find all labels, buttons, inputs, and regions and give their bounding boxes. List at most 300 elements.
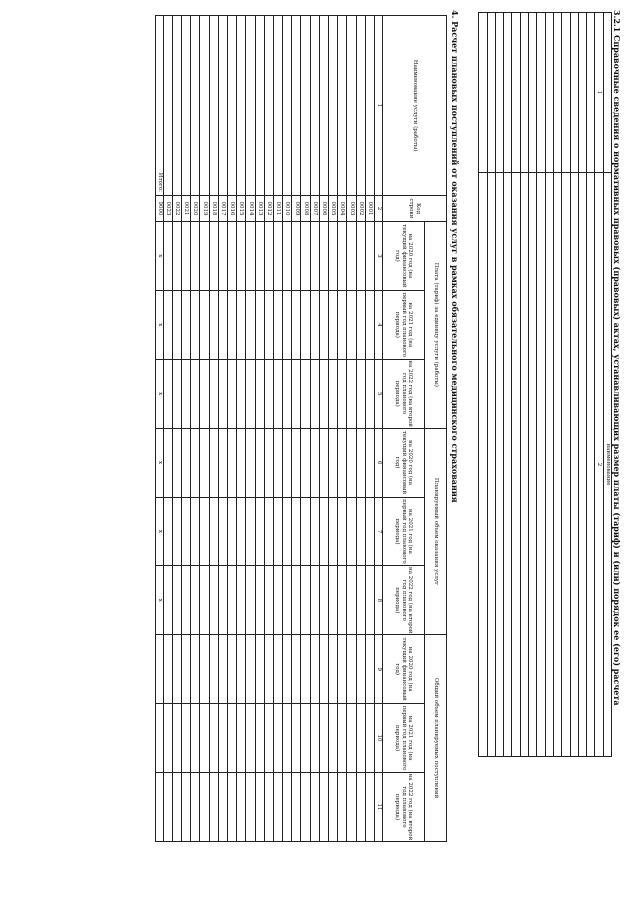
value-cell xyxy=(191,773,200,842)
value-cell xyxy=(182,635,191,704)
value-cell xyxy=(228,635,237,704)
service-name-cell xyxy=(172,16,181,196)
service-name-cell xyxy=(365,16,374,196)
value-cell xyxy=(200,497,209,566)
value-cell xyxy=(310,566,319,635)
value-cell xyxy=(283,428,292,497)
ref-row xyxy=(479,13,487,757)
value-cell xyxy=(319,497,328,566)
ref-cell xyxy=(520,173,528,757)
value-cell xyxy=(237,222,246,291)
service-name-cell xyxy=(163,16,172,196)
col-number: 4 xyxy=(375,290,383,359)
value-cell xyxy=(172,635,181,704)
value-cell xyxy=(292,704,301,773)
ref-row xyxy=(545,13,553,757)
value-cell xyxy=(228,566,237,635)
row-code-cell: 0014 xyxy=(246,196,255,222)
value-cell xyxy=(356,497,365,566)
value-cell xyxy=(264,222,273,291)
table-row xyxy=(329,16,338,842)
value-cell xyxy=(319,428,328,497)
year-col: на 2020 год (на текущий финансовый год) xyxy=(383,428,425,497)
value-cell xyxy=(273,497,282,566)
table-row xyxy=(228,16,237,842)
value-cell xyxy=(329,497,338,566)
value-cell xyxy=(273,428,282,497)
value-cell xyxy=(301,359,310,428)
service-name-cell xyxy=(218,16,227,196)
value-cell xyxy=(365,359,374,428)
value-cell xyxy=(310,428,319,497)
value-cell xyxy=(338,704,347,773)
ref-cell xyxy=(570,13,578,173)
row-code-cell: 0017 xyxy=(218,196,227,222)
service-name-cell xyxy=(329,16,338,196)
value-cell xyxy=(255,428,264,497)
table-row xyxy=(182,16,191,842)
value-cell xyxy=(246,222,255,291)
value-cell xyxy=(283,566,292,635)
value-cell xyxy=(200,290,209,359)
table-row xyxy=(319,16,328,842)
income-table-body xyxy=(163,16,374,842)
value-cell xyxy=(329,704,338,773)
header-row-groups xyxy=(425,16,447,842)
value-cell xyxy=(365,428,374,497)
section-title: 3.2.1 Справочные сведения о нормативных правовых (правовых) актах, устанавливающих размер платы (тариф) и (или) порядок ее (его) расчета xyxy=(612,10,622,706)
ref-header-blank xyxy=(603,13,611,173)
table-row xyxy=(292,16,301,842)
value-cell xyxy=(209,773,218,842)
total-row xyxy=(156,16,163,842)
value-cell xyxy=(172,566,181,635)
value-cell xyxy=(163,222,172,291)
value-cell xyxy=(237,497,246,566)
ref-row xyxy=(512,13,520,757)
value-cell xyxy=(365,497,374,566)
value-cell xyxy=(255,497,264,566)
table-row xyxy=(347,16,356,842)
value-cell xyxy=(283,497,292,566)
ref-cell xyxy=(570,173,578,757)
group-price: Плата (тариф) за единицу услуги (работы) xyxy=(425,222,447,429)
ref-cell xyxy=(545,173,553,757)
ref-cell xyxy=(495,13,503,173)
year-col: на 2020 год (на текущий финансовый год) xyxy=(383,635,425,704)
row-code-cell: 0015 xyxy=(237,196,246,222)
service-name-cell xyxy=(356,16,365,196)
table-row xyxy=(172,16,181,842)
value-cell xyxy=(310,359,319,428)
value-cell xyxy=(228,222,237,291)
ref-cell xyxy=(487,173,495,757)
value-cell xyxy=(347,635,356,704)
service-name-cell xyxy=(228,16,237,196)
ref-cell xyxy=(578,13,586,173)
value-cell xyxy=(292,222,301,291)
value-cell xyxy=(338,222,347,291)
col-number: 8 xyxy=(375,566,383,635)
ref-cell xyxy=(553,13,561,173)
value-cell xyxy=(365,222,374,291)
service-name-cell xyxy=(292,16,301,196)
value-cell xyxy=(301,290,310,359)
value-cell xyxy=(310,497,319,566)
value-cell xyxy=(365,566,374,635)
service-name-cell xyxy=(191,16,200,196)
col-service-name: Наименование услуги (работы) xyxy=(383,16,447,196)
ref-row xyxy=(587,13,595,757)
value-cell xyxy=(200,566,209,635)
table-row xyxy=(310,16,319,842)
row-code-cell: 0012 xyxy=(264,196,273,222)
ref-cell xyxy=(578,173,586,757)
value-cell xyxy=(163,635,172,704)
col-number: 11 xyxy=(375,773,383,842)
value-cell xyxy=(182,428,191,497)
value-cell xyxy=(292,359,301,428)
year-col: на 2022 год (на второй год планового периода) xyxy=(383,773,425,842)
value-cell xyxy=(310,635,319,704)
value-cell xyxy=(347,566,356,635)
ref-cell xyxy=(587,173,595,757)
value-cell xyxy=(218,704,227,773)
value-cell xyxy=(200,428,209,497)
ref-number-2: 2 xyxy=(595,173,603,757)
value-cell xyxy=(264,566,273,635)
table-row xyxy=(191,16,200,842)
value-cell xyxy=(172,704,181,773)
service-name-cell xyxy=(283,16,292,196)
value-cell xyxy=(301,428,310,497)
value-cell xyxy=(191,359,200,428)
ref-cell xyxy=(504,173,512,757)
value-cell xyxy=(292,635,301,704)
value-cell xyxy=(338,359,347,428)
value-cell xyxy=(228,428,237,497)
col-number: 10 xyxy=(375,704,383,773)
table-row xyxy=(273,16,282,842)
col-number: 6 xyxy=(375,428,383,497)
ref-row xyxy=(570,13,578,757)
value-cell xyxy=(255,566,264,635)
value-cell xyxy=(163,359,172,428)
value-cell xyxy=(283,773,292,842)
value-cell xyxy=(218,635,227,704)
value-cell xyxy=(301,497,310,566)
year-col: на 2021 год (на первый год планового периода) xyxy=(383,704,425,773)
value-cell xyxy=(365,290,374,359)
value-cell xyxy=(209,428,218,497)
reference-table xyxy=(478,12,612,757)
ref-cell xyxy=(479,13,487,173)
value-cell xyxy=(191,290,200,359)
value-cell xyxy=(246,428,255,497)
value-cell xyxy=(246,773,255,842)
value-cell xyxy=(218,428,227,497)
value-cell xyxy=(209,635,218,704)
value-cell xyxy=(292,290,301,359)
row-code-cell: 0020 xyxy=(191,196,200,222)
header-row-numbers xyxy=(375,16,383,842)
value-cell xyxy=(319,635,328,704)
value-cell xyxy=(228,704,237,773)
service-name-cell xyxy=(301,16,310,196)
ref-cell xyxy=(587,13,595,173)
service-name-cell xyxy=(310,16,319,196)
value-cell xyxy=(319,566,328,635)
value-cell xyxy=(283,290,292,359)
value-cell xyxy=(301,773,310,842)
row-code-cell: 0010 xyxy=(283,196,292,222)
ref-row xyxy=(520,13,528,757)
value-cell xyxy=(209,359,218,428)
value-cell xyxy=(273,635,282,704)
value-cell xyxy=(209,290,218,359)
value-cell xyxy=(209,222,218,291)
year-col: на 2021 год (на первый год планового периода) xyxy=(383,497,425,566)
col-number: 3 xyxy=(375,222,383,291)
value-cell xyxy=(292,773,301,842)
ref-row xyxy=(537,13,545,757)
ref-cell xyxy=(562,173,570,757)
value-cell xyxy=(191,635,200,704)
year-col: на 2022 год (на второй год планового периода) xyxy=(383,359,425,428)
value-cell xyxy=(283,704,292,773)
ref-row xyxy=(553,13,561,757)
value-cell xyxy=(200,704,209,773)
ref-cell xyxy=(537,13,545,173)
value-cell xyxy=(319,222,328,291)
value-cell xyxy=(228,290,237,359)
value-cell xyxy=(273,773,282,842)
table-row xyxy=(163,16,172,842)
value-cell xyxy=(246,359,255,428)
ref-cell xyxy=(512,13,520,173)
value-cell xyxy=(301,566,310,635)
value-cell xyxy=(218,290,227,359)
total-mark: x xyxy=(156,497,163,566)
value-cell xyxy=(200,359,209,428)
value-cell xyxy=(255,704,264,773)
value-cell xyxy=(209,566,218,635)
value-cell xyxy=(218,222,227,291)
ref-row xyxy=(529,13,537,757)
value-cell xyxy=(356,773,365,842)
service-name-cell xyxy=(200,16,209,196)
value-cell xyxy=(172,359,181,428)
value-cell xyxy=(218,359,227,428)
value-cell xyxy=(273,359,282,428)
value-cell xyxy=(228,773,237,842)
row-code-cell: 0001 xyxy=(365,196,374,222)
ref-row xyxy=(495,13,503,757)
ref-cell xyxy=(529,173,537,757)
value-cell xyxy=(182,290,191,359)
value-cell xyxy=(246,290,255,359)
value-cell xyxy=(319,704,328,773)
value-cell xyxy=(356,222,365,291)
table-row xyxy=(218,16,227,842)
value-cell xyxy=(255,635,264,704)
table-row xyxy=(200,16,209,842)
value-cell xyxy=(172,497,181,566)
total-mark: x xyxy=(156,359,163,428)
value-cell xyxy=(329,222,338,291)
value-cell xyxy=(310,222,319,291)
value-cell xyxy=(329,428,338,497)
table-row xyxy=(283,16,292,842)
service-name-cell xyxy=(237,16,246,196)
value-cell xyxy=(264,635,273,704)
value-cell xyxy=(292,566,301,635)
total-mark: x xyxy=(156,290,163,359)
value-cell xyxy=(319,290,328,359)
value-cell xyxy=(191,222,200,291)
total-cell xyxy=(156,704,163,773)
value-cell xyxy=(329,359,338,428)
ref-cell xyxy=(545,13,553,173)
row-code-cell: 0008 xyxy=(301,196,310,222)
value-cell xyxy=(200,635,209,704)
value-cell xyxy=(255,290,264,359)
value-cell xyxy=(163,704,172,773)
value-cell xyxy=(182,704,191,773)
value-cell xyxy=(338,566,347,635)
value-cell xyxy=(182,359,191,428)
value-cell xyxy=(283,359,292,428)
value-cell xyxy=(356,290,365,359)
value-cell xyxy=(264,497,273,566)
value-cell xyxy=(273,222,282,291)
row-code-cell: 0016 xyxy=(228,196,237,222)
col-number: 9 xyxy=(375,635,383,704)
table-row xyxy=(338,16,347,842)
ref-cell xyxy=(562,13,570,173)
value-cell xyxy=(228,497,237,566)
value-cell xyxy=(292,497,301,566)
value-cell xyxy=(255,359,264,428)
value-cell xyxy=(172,428,181,497)
value-cell xyxy=(365,704,374,773)
total-cell xyxy=(156,773,163,842)
value-cell xyxy=(237,290,246,359)
value-cell xyxy=(209,497,218,566)
ref-header-name: наименование xyxy=(603,173,611,757)
total-mark: x xyxy=(156,566,163,635)
ref-row xyxy=(504,13,512,757)
value-cell xyxy=(237,704,246,773)
total-cell xyxy=(156,635,163,704)
ref-cell xyxy=(512,173,520,757)
value-cell xyxy=(347,773,356,842)
value-cell xyxy=(338,428,347,497)
value-cell xyxy=(182,566,191,635)
value-cell xyxy=(191,428,200,497)
value-cell xyxy=(356,635,365,704)
row-code-cell: 0006 xyxy=(319,196,328,222)
ref-cell xyxy=(479,173,487,757)
ref-table-body xyxy=(479,13,595,757)
value-cell xyxy=(347,290,356,359)
group-total: Общий объем планируемых поступлений xyxy=(425,635,447,842)
total-mark: x xyxy=(156,222,163,291)
value-cell xyxy=(218,773,227,842)
row-code-cell: 0018 xyxy=(209,196,218,222)
income-table xyxy=(155,15,447,842)
service-name-cell xyxy=(338,16,347,196)
ref-cell xyxy=(520,13,528,173)
table-row xyxy=(246,16,255,842)
value-cell xyxy=(338,773,347,842)
ref-cell xyxy=(553,173,561,757)
total-mark: x xyxy=(156,428,163,497)
ref-number-1: 1 xyxy=(595,13,603,173)
value-cell xyxy=(301,704,310,773)
ref-cell xyxy=(537,173,545,757)
row-code-cell: 0009 xyxy=(292,196,301,222)
table-row xyxy=(255,16,264,842)
service-name-cell xyxy=(319,16,328,196)
value-cell xyxy=(292,428,301,497)
value-cell xyxy=(182,497,191,566)
ref-cell xyxy=(487,13,495,173)
value-cell xyxy=(356,704,365,773)
value-cell xyxy=(237,566,246,635)
value-cell xyxy=(182,773,191,842)
value-cell xyxy=(273,566,282,635)
value-cell xyxy=(228,359,237,428)
value-cell xyxy=(218,497,227,566)
table-row xyxy=(301,16,310,842)
value-cell xyxy=(310,773,319,842)
value-cell xyxy=(264,359,273,428)
total-label: Итого: xyxy=(156,16,163,196)
value-cell xyxy=(347,497,356,566)
value-cell xyxy=(237,773,246,842)
value-cell xyxy=(200,773,209,842)
row-code-cell: 0004 xyxy=(338,196,347,222)
row-code-cell: 0022 xyxy=(172,196,181,222)
service-name-cell xyxy=(347,16,356,196)
value-cell xyxy=(301,222,310,291)
value-cell xyxy=(347,222,356,291)
value-cell xyxy=(338,497,347,566)
service-name-cell xyxy=(182,16,191,196)
value-cell xyxy=(264,290,273,359)
value-cell xyxy=(319,359,328,428)
value-cell xyxy=(273,290,282,359)
value-cell xyxy=(356,359,365,428)
value-cell xyxy=(347,359,356,428)
value-cell xyxy=(283,222,292,291)
value-cell xyxy=(237,428,246,497)
value-cell xyxy=(338,290,347,359)
value-cell xyxy=(310,704,319,773)
value-cell xyxy=(273,704,282,773)
service-name-cell xyxy=(273,16,282,196)
service-name-cell xyxy=(246,16,255,196)
value-cell xyxy=(329,635,338,704)
table-row xyxy=(264,16,273,842)
value-cell xyxy=(191,704,200,773)
section4-title: 4. Расчет плановых поступлений от оказания услуг в рамках обязательного медицинского страхования xyxy=(450,10,460,503)
value-cell xyxy=(347,428,356,497)
service-name-cell xyxy=(209,16,218,196)
row-code-cell: 0007 xyxy=(310,196,319,222)
value-cell xyxy=(255,222,264,291)
